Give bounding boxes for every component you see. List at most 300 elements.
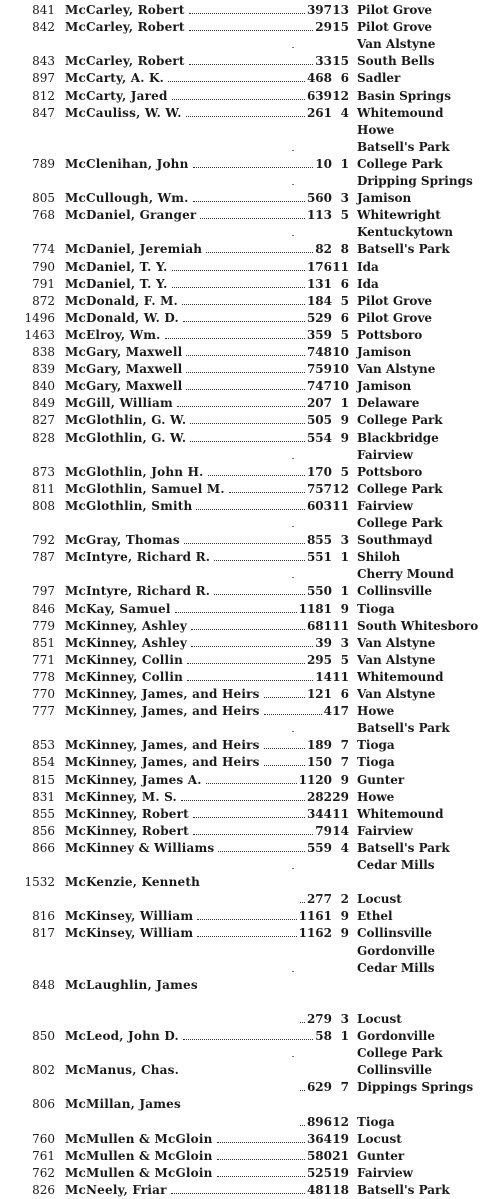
entry-number: 846 — [32, 601, 55, 616]
abstract-value: 554 — [306, 430, 332, 445]
ledger-row — [0, 70, 498, 87]
section-number: 1 — [340, 584, 349, 599]
ledger-row — [0, 977, 498, 994]
owner-name: McKinney, Ashley — [65, 635, 187, 650]
owner-name: McDaniel, T. Y. — [65, 259, 168, 274]
section-number: 5 — [340, 464, 349, 479]
ledger-row — [0, 1165, 498, 1182]
entry-number: 791 — [32, 276, 55, 291]
owner-name: McKinney, James, and Heirs — [65, 687, 260, 701]
ledger-row — [0, 1062, 498, 1079]
owner-name: McCarley, Robert — [65, 20, 185, 35]
entry-number: 812 — [32, 88, 55, 103]
abstract-value: 79 — [315, 823, 332, 838]
ledger-row — [0, 293, 498, 310]
owner-name: McGlothlin, John H. — [65, 464, 204, 479]
ledger-row — [0, 618, 498, 635]
place-name: Shiloh — [357, 550, 401, 565]
abstract-value: 505 — [306, 413, 332, 428]
ledger-row — [0, 88, 498, 105]
section-number: 9 — [340, 909, 349, 924]
leader-dots — [181, 800, 305, 801]
section-number: 15 — [332, 54, 349, 69]
entry-number: 768 — [32, 208, 55, 223]
ledger-row — [0, 789, 498, 806]
section-number: 3 — [340, 533, 349, 548]
ledger-row — [0, 566, 498, 583]
ledger-row — [0, 857, 498, 874]
entry-number: 843 — [32, 54, 55, 69]
owner-name: McKinney, Robert — [65, 806, 189, 821]
print-speck — [292, 47, 294, 48]
owner-name: McClenihan, John — [65, 156, 189, 171]
ledger-row — [0, 840, 498, 857]
place-name: Whitemound — [357, 806, 444, 821]
abstract-value: 39 — [315, 635, 332, 650]
owner-name: McMillan, James — [65, 1097, 181, 1112]
place-name: Delaware — [357, 396, 420, 411]
section-number: 4 — [340, 105, 349, 120]
leader-dots — [217, 1176, 305, 1177]
entry-number: 802 — [32, 1063, 55, 1078]
owner-name: McCullough, Wm. — [65, 191, 189, 206]
section-number: 10 — [332, 362, 349, 377]
place-name: Tioga — [357, 755, 395, 770]
entry-number: 872 — [32, 293, 55, 308]
owner-name: McKinney, James, and Heirs — [65, 755, 260, 770]
entry-number: 854 — [32, 755, 55, 770]
abstract-value: 559 — [306, 840, 332, 855]
owner-name: McIntyre, Richard R. — [65, 584, 211, 599]
place-name: Pilot Grove — [357, 293, 433, 308]
abstract-value: 1181 — [298, 601, 332, 616]
place-name: Van Alstyne — [357, 687, 436, 701]
section-number: 9 — [340, 413, 349, 428]
print-speck — [292, 526, 294, 527]
ledger-row — [0, 635, 498, 652]
entry-number: 817 — [32, 926, 55, 941]
ledger-row — [0, 498, 498, 515]
ledger-row — [0, 823, 498, 840]
abstract-value: 261 — [306, 105, 332, 120]
ledger-row — [0, 430, 498, 447]
place-name: Tioga — [357, 601, 395, 616]
abstract-value: 1161 — [298, 909, 332, 924]
section-number: 11 — [332, 259, 349, 274]
entry-number: 761 — [32, 1148, 55, 1163]
section-number: 6 — [340, 310, 349, 325]
abstract-value: 747 — [306, 379, 332, 394]
section-number: 3 — [340, 1011, 349, 1026]
ledger-row — [0, 53, 498, 70]
print-speck — [292, 868, 294, 869]
owner-name: McMullen & McGloin — [65, 1165, 213, 1180]
ledger-row — [0, 1028, 498, 1045]
section-number: 12 — [332, 481, 349, 496]
leader-dots — [183, 321, 305, 322]
entry-number: 841 — [32, 3, 55, 17]
abstract-value: 207 — [306, 396, 332, 411]
abstract-value: 176 — [306, 259, 332, 274]
ledger-row — [0, 259, 498, 276]
leader-dots — [186, 116, 305, 117]
ledger-row — [0, 925, 498, 942]
ledger-row — [0, 310, 498, 327]
entry-number: 856 — [32, 823, 55, 838]
ledger-row — [0, 224, 498, 241]
owner-name: McGlothlin, Samuel M. — [65, 481, 225, 496]
leader-dots — [165, 338, 305, 339]
section-number: 21 — [332, 1148, 349, 1163]
place-name: South Bells — [357, 54, 435, 69]
entry-number: 1463 — [24, 327, 55, 342]
section-number: 7 — [340, 738, 349, 753]
leader-dots — [172, 99, 305, 100]
abstract-value: 560 — [306, 191, 332, 206]
owner-name: McKinney, M. S. — [65, 789, 177, 804]
place-name: Fairview — [357, 1165, 414, 1180]
entry-number: 850 — [32, 1029, 55, 1043]
place-name: Batsell's Park — [357, 721, 450, 736]
ledger-row — [0, 943, 498, 960]
place-name: Collinsville — [357, 1063, 432, 1078]
section-number: 6 — [340, 687, 349, 701]
place-name: Batsell's Park — [357, 1182, 450, 1197]
entry-number: 897 — [32, 71, 55, 86]
place-name: Ida — [357, 276, 379, 291]
place-name: Cherry Mound — [357, 567, 454, 582]
place-name: Howe — [357, 704, 395, 719]
entry-number: 851 — [32, 635, 55, 650]
place-name: Jamison — [357, 345, 412, 359]
print-speck — [292, 235, 294, 236]
entry-number: 778 — [32, 669, 55, 684]
ledger-row — [0, 1114, 498, 1131]
place-name: Basin Springs — [357, 88, 451, 103]
place-name: Pilot Grove — [357, 310, 433, 325]
owner-name: McCarty, A. K. — [65, 71, 165, 86]
place-name: Dippings Springs — [357, 1080, 474, 1095]
abstract-value: 58 — [315, 1029, 332, 1043]
leader-dots — [193, 201, 305, 202]
section-number: 13 — [332, 3, 349, 17]
place-name: Whitemound — [357, 105, 444, 120]
abstract-value: 14 — [315, 669, 332, 684]
owner-name: McGlothlin, Smith — [65, 498, 193, 513]
entry-number: 847 — [32, 105, 55, 120]
ledger-row — [0, 686, 498, 703]
section-number: 14 — [332, 823, 349, 838]
leader-dots — [217, 1159, 305, 1160]
place-name: Batsell's Park — [357, 242, 450, 257]
owner-name: McKinsey, William — [65, 909, 194, 924]
ledger-row — [0, 481, 498, 498]
entry-number: 811 — [32, 481, 55, 496]
entry-number: 760 — [32, 1131, 55, 1146]
abstract-value: 580 — [306, 1148, 332, 1163]
leader-dots — [229, 492, 305, 493]
entry-number: 789 — [32, 156, 55, 171]
abstract-value: 759 — [306, 362, 332, 377]
owner-name: McGill, William — [65, 396, 173, 411]
entry-number: 779 — [32, 618, 55, 633]
leader-dots — [218, 851, 305, 852]
ledger-row — [0, 960, 498, 977]
entry-number: 855 — [32, 806, 55, 821]
place-name: Collinsville — [357, 926, 432, 941]
place-name: Ethel — [357, 909, 393, 924]
owner-name: McKinney, James, and Heirs — [65, 704, 260, 719]
section-number: 19 — [332, 1131, 349, 1146]
section-number: 15 — [332, 20, 349, 35]
abstract-value: 629 — [306, 1080, 332, 1095]
place-name: Dripping Springs — [357, 174, 473, 188]
ledger-row — [0, 1011, 498, 1028]
abstract-value: 344 — [306, 806, 332, 821]
owner-name: McKinney & Williams — [65, 840, 215, 855]
owner-name: McMullen & McGloin — [65, 1131, 213, 1146]
entry-number: 806 — [32, 1097, 55, 1112]
section-number: 11 — [332, 498, 349, 513]
owner-name: McKinney, James A. — [65, 772, 202, 787]
place-name: Pilot Grove — [357, 3, 433, 17]
leader-dots — [200, 218, 305, 219]
place-name: College Park — [357, 481, 443, 496]
ledger-row — [0, 1096, 498, 1113]
entry-number: 849 — [32, 396, 55, 411]
abstract-value: 1162 — [298, 926, 332, 941]
place-name: Fairview — [357, 823, 414, 838]
abstract-value: 757 — [306, 481, 332, 496]
place-name: Gunter — [357, 1148, 405, 1163]
ledger-row — [0, 361, 498, 378]
place-name: Howe — [357, 122, 395, 137]
leader-dots — [300, 1022, 305, 1023]
place-name: Tioga — [357, 1114, 395, 1129]
ledger-row — [0, 601, 498, 618]
ledger-row — [0, 652, 498, 669]
leader-dots — [175, 612, 297, 613]
owner-name: McDaniel, T. Y. — [65, 276, 168, 291]
abstract-value: 10 — [315, 156, 332, 171]
leader-dots — [206, 783, 297, 784]
section-number: 8 — [340, 242, 349, 257]
entry-number: 839 — [32, 362, 55, 377]
entry-number: 808 — [32, 498, 55, 513]
abstract-value: 4 — [323, 704, 332, 719]
place-name: Gordonville — [357, 1029, 435, 1043]
leader-dots — [208, 475, 305, 476]
place-name: Whitemound — [357, 669, 444, 684]
place-name: Locust — [357, 892, 402, 907]
entry-number: 787 — [32, 550, 55, 565]
owner-name: McKinney, Collin — [65, 669, 183, 684]
ledger-row — [0, 36, 498, 53]
print-speck — [292, 577, 294, 578]
section-number: 9 — [340, 926, 349, 941]
place-name: Gordonville — [357, 943, 435, 958]
section-number: 7 — [340, 755, 349, 770]
owner-name: McDaniel, Jeremiah — [65, 242, 203, 257]
section-number: 19 — [332, 1165, 349, 1180]
leader-dots — [264, 748, 305, 749]
place-name: Tioga — [357, 738, 395, 753]
place-name: College Park — [357, 516, 443, 530]
entry-number: 792 — [32, 533, 55, 548]
place-name: Collinsville — [357, 584, 432, 599]
ledger-row — [0, 874, 498, 891]
abstract-value: 529 — [306, 310, 332, 325]
owner-name: McKinney, James, and Heirs — [65, 738, 260, 753]
entry-number: 774 — [32, 242, 55, 257]
entry-number: 816 — [32, 909, 55, 924]
section-number: 1 — [340, 156, 349, 171]
ledger-row — [0, 378, 498, 395]
section-number: 11 — [332, 618, 349, 633]
leader-dots — [186, 355, 305, 356]
section-number: 9 — [340, 430, 349, 445]
abstract-value: 282 — [306, 789, 332, 804]
owner-name: McCauliss, W. W. — [65, 105, 182, 120]
section-number: 12 — [332, 1114, 349, 1129]
abstract-value: 295 — [306, 652, 332, 667]
owner-name: McGary, Maxwell — [65, 345, 183, 359]
print-speck — [292, 731, 294, 732]
owner-name: McLeod, John D. — [65, 1029, 179, 1043]
abstract-value: 82 — [315, 242, 332, 257]
ledger-row — [0, 395, 498, 412]
section-number: 5 — [340, 293, 349, 308]
leader-dots — [214, 560, 305, 561]
leader-dots — [193, 834, 313, 835]
section-number: 1 — [340, 1029, 349, 1043]
leader-dots — [187, 680, 313, 681]
leader-dots — [191, 646, 313, 647]
entry-number: 842 — [32, 20, 55, 35]
leader-dots — [264, 714, 322, 715]
ledger-row — [0, 156, 498, 173]
section-number: 1 — [340, 550, 349, 565]
ledger-row — [0, 173, 498, 190]
entry-number: 873 — [32, 464, 55, 479]
place-name: Howe — [357, 789, 395, 804]
leader-dots — [264, 697, 305, 698]
ledger-row — [0, 737, 498, 754]
entry-number: 805 — [32, 191, 55, 206]
ledger-row — [0, 122, 498, 139]
entry-number: 828 — [32, 430, 55, 445]
abstract-value: 550 — [306, 584, 332, 599]
entry-number: 771 — [32, 652, 55, 667]
place-name: Gunter — [357, 772, 405, 787]
section-number: 10 — [332, 379, 349, 394]
owner-name: McKinney, Collin — [65, 652, 183, 667]
abstract-value: 481 — [306, 1182, 332, 1197]
ledger-row — [0, 241, 498, 258]
leader-dots — [172, 270, 305, 271]
abstract-value: 150 — [306, 755, 332, 770]
place-name: Locust — [357, 1011, 402, 1026]
leader-dots — [189, 30, 314, 31]
abstract-value: 896 — [306, 1114, 332, 1129]
ledger-row — [0, 139, 498, 156]
ledger-row — [0, 720, 498, 737]
place-name: Van Alstyne — [357, 652, 436, 667]
place-name: Southmayd — [357, 533, 433, 548]
place-name: College Park — [357, 1046, 443, 1061]
leader-dots — [190, 441, 305, 442]
section-number: 2 — [340, 892, 349, 907]
place-name: College Park — [357, 413, 443, 428]
owner-name: McKinsey, William — [65, 926, 194, 941]
ledger-row — [0, 1148, 498, 1165]
ledger-row — [0, 464, 498, 481]
ledger-row — [0, 703, 498, 720]
abstract-value: 681 — [306, 618, 332, 633]
section-number: 29 — [332, 789, 349, 804]
place-name: Jamison — [357, 191, 412, 206]
leader-dots — [186, 372, 305, 373]
leader-dots — [217, 1142, 305, 1143]
ledger-row — [0, 412, 498, 429]
abstract-value: 131 — [306, 276, 332, 291]
owner-name: McCarley, Robert — [65, 3, 185, 17]
ledger-row — [0, 1182, 498, 1199]
place-name: Locust — [357, 1131, 402, 1146]
abstract-value: 33 — [315, 54, 332, 69]
abstract-value: 551 — [306, 550, 332, 565]
leader-dots — [190, 423, 305, 424]
owner-name: McKenzie, Kenneth — [65, 875, 201, 890]
section-number: 5 — [340, 652, 349, 667]
leader-dots — [172, 287, 305, 288]
entry-number: 777 — [32, 704, 55, 719]
abstract-value: 121 — [306, 687, 332, 701]
entry-number: 838 — [32, 345, 55, 359]
ledger-row — [0, 669, 498, 686]
ledger-row — [0, 515, 498, 532]
owner-name: McGlothlin, G. W. — [65, 430, 187, 445]
ledger-row — [0, 583, 498, 600]
owner-name: McDonald, F. M. — [65, 293, 178, 308]
leader-dots — [191, 629, 305, 630]
abstract-value: 855 — [306, 533, 332, 548]
place-name: Fairview — [357, 447, 414, 462]
abstract-value: 277 — [306, 892, 332, 907]
owner-name: McElroy, Wm. — [65, 327, 161, 342]
leader-dots — [300, 1090, 305, 1091]
leader-dots — [197, 936, 296, 937]
leader-dots — [197, 919, 296, 920]
owner-name: McDaniel, Granger — [65, 208, 197, 223]
abstract-value: 364 — [306, 1131, 332, 1146]
owner-name: McCarley, Robert — [65, 54, 185, 69]
place-name: Ida — [357, 259, 379, 274]
ledger-row — [0, 754, 498, 771]
section-number: 17 — [332, 704, 349, 719]
owner-name: McCarty, Jared — [65, 88, 168, 103]
ledger-row — [0, 327, 498, 344]
leader-dots — [264, 765, 305, 766]
ledger-row — [0, 190, 498, 207]
place-name: Pottsboro — [357, 464, 423, 479]
place-name: South Whitesboro — [357, 618, 479, 633]
place-name: Pilot Grove — [357, 20, 433, 35]
place-name: Van Alstyne — [357, 362, 436, 377]
print-speck — [292, 458, 294, 459]
owner-name: McDonald, W. D. — [65, 310, 179, 325]
place-name: Batsell's Park — [357, 139, 450, 154]
